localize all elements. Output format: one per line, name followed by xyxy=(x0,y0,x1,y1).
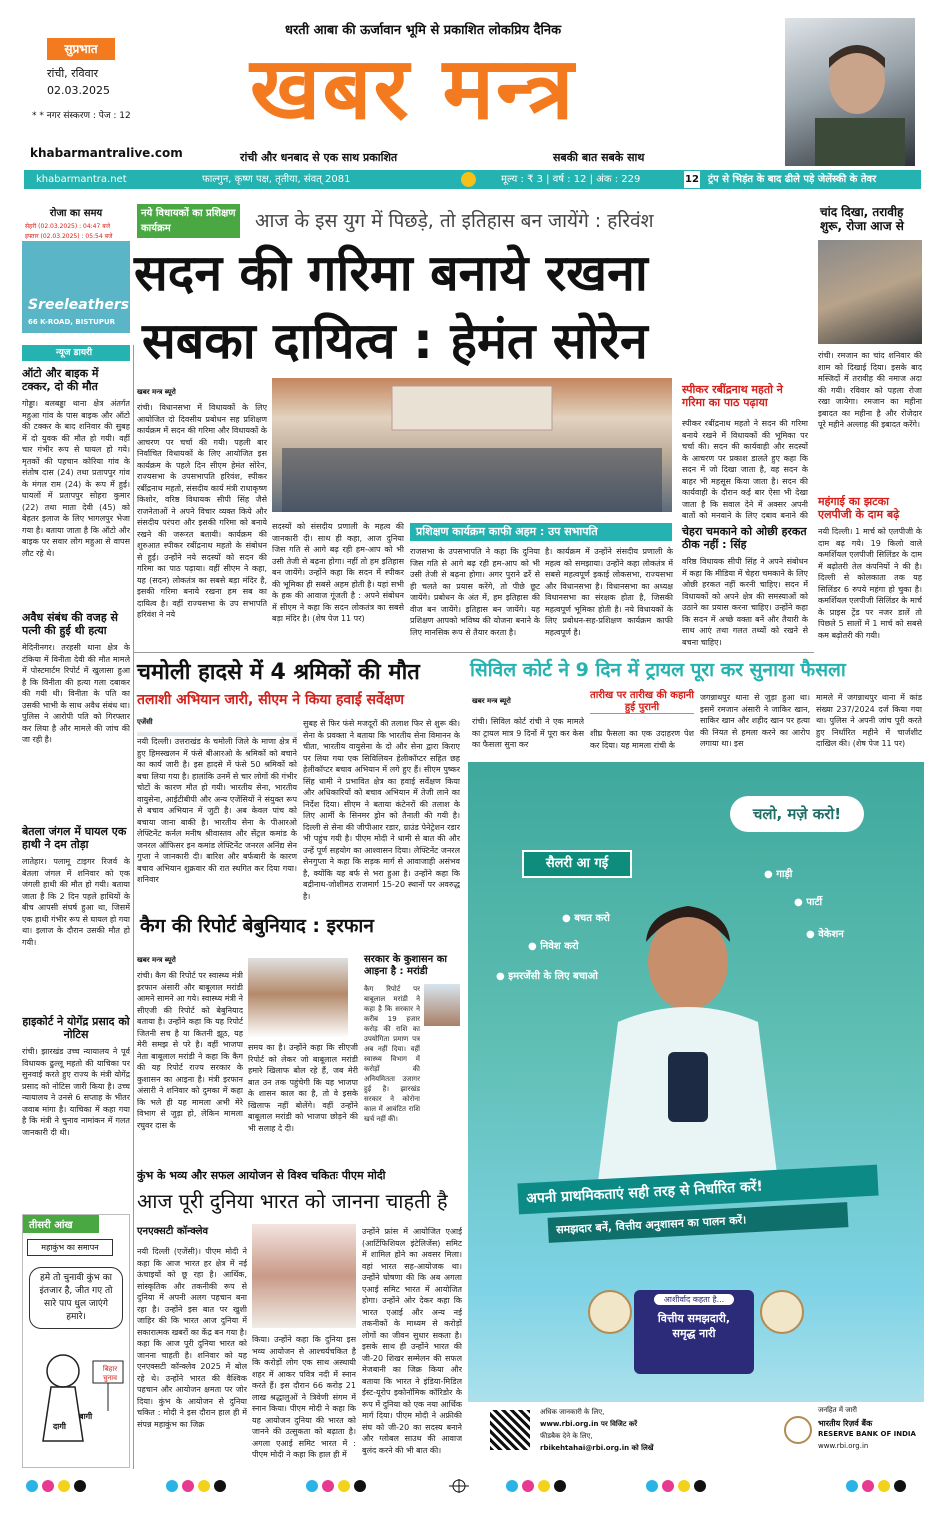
blessing-card xyxy=(634,1290,754,1374)
divider-mid xyxy=(134,652,814,653)
news-diary-label xyxy=(22,345,130,361)
cartoon-label: तीसरी आंख xyxy=(23,1215,99,1233)
lpg-body: नयी दिल्ली। 1 मार्च को एलपीजी के दाम बढ़ गये। 19 किलो वाले कमर्शियल एलपीजी सिलिंडर के दाम में बढ़ोतरी तेल कंपनियों ने की है। दिल्ली से कोलकाता तक यह सिलिंडर 6 रुपये महंगा हो चुका है। कमर्शियल एलपीजी सिलिंडर के मार्च के प्राइस ट्रेंड पर नजर डालें तो पिछले 5 सालों में 1 मार्च को सबसे कम बढ़ोतरी की गयी। xyxy=(818,527,922,640)
cag-headline: कैग की रिपोर्ट बेबुनियाद : इरफान xyxy=(140,915,374,937)
bank-hindi: भारतीय रिज़र्व बैंक xyxy=(818,1419,873,1428)
civil-court-box: तारीख पर तारीख की कहानी हुई पुरानी xyxy=(590,690,694,713)
lpg-headline: महंगाई का झटका एलपीजी के दाम बढ़े xyxy=(818,495,900,521)
civil-court-headline: सिविल कोर्ट ने 9 दिन में ट्रायल पूरा कर सुनाया फैसला xyxy=(470,659,846,681)
teaser-link[interactable]: ट्रंप से भिड़ंत के बाद ढीले पड़े जेलेंस्की के तेवर xyxy=(708,174,877,185)
icon-car: ● गाड़ी xyxy=(764,869,793,880)
invest-label: निवेश करो xyxy=(540,941,579,952)
info-website[interactable]: khabarmantra.net xyxy=(36,174,127,185)
card-line2: समृद्ध नारी xyxy=(672,1327,716,1340)
taraweeh-body: रांची। रमजान का चांद शनिवार की शाम को दिखाई दिया। इसके बाद मस्जिदों में तरावीह की नमाज अदा की गयी। रविवार को पहला रोजा रखा जायेगा। रमजान का महीना इबादत का महीना है और रोजेदार पूरे महीने अल्लाह की इबादत करेंगे। xyxy=(818,351,922,429)
emergency-label: इमरजेंसी के लिए बचाओ xyxy=(508,971,598,982)
cartoon-sign-dagi: दागी xyxy=(53,1422,66,1431)
edition-line: * * नगर संस्करण : पेज : 12 xyxy=(32,111,131,121)
card-small: आशीर्वाद कहता है... xyxy=(654,1294,734,1305)
lamp-icon xyxy=(461,172,476,187)
rbi-logo xyxy=(784,1416,812,1444)
cag-byline: खबर मन्त्र ब्यूरो xyxy=(137,956,176,964)
ad-sticker-top: चलो, मज़े करो! xyxy=(730,796,864,832)
irfan-photo xyxy=(248,958,348,1038)
salary-tag: सैलरी आ गई xyxy=(522,850,632,878)
news-diary-text: न्यूज डायरी xyxy=(56,348,93,358)
city-day: रांची, रविवार xyxy=(47,67,99,80)
cag-col1: रांची। कैग की रिपोर्ट पर स्वास्थ्य मंत्री इरफान अंसारी और बाबूलाल मरांडी आमने सामने आ गये। स्वास्थ्य मंत्री ने सीएजी की रिपोर्ट को बेबुनियाद बताया है। उन्होंने कहा कि यह रिपोर्ट जितनी सच है या कितनी झूठ, यह मेरी समझ से परे है। वहीं भाजपा नेता बाबूलाल मरांडी ने कहा कि कैग की यह रिपोर्ट राज्य सरकार के कुशासन का आइना है। मंत्री इरफान अंसारी ने शनिवार को दुमका में कहा कि भले ही यह मामला अभी मेरे विभाग से जुड़ा हो, लेकिन मामला रघुवर दास के xyxy=(137,971,243,1130)
registration-marks xyxy=(22,1479,922,1493)
teaser-page: 12 xyxy=(684,171,700,188)
vacation-label: वेकेशन xyxy=(818,929,844,940)
edition-badge: सुप्रभात xyxy=(47,38,115,60)
cartoon-sign-bagi: बागी xyxy=(79,1412,93,1421)
modi-col3: उन्होंने फ्रांस में आयोजित एआई (आर्टिफिशियल इंटेलिजेंस) समिट में शामिल होने का अवसर मिला। वहां भारत सह-आयोजक था। उन्होंने घोषणा की कि अब अगला एआई समिट भारत में आयोजित होगा। उन्होंने ओर देकर कहा कि भारत एआई और अन्य नई तकनीकों के माध्यम से करोड़ों लोगों का जीवन सुधार सकता है। इसके साथ ही उन्होंने भारत की जी-20 शिखर सम्मेलन की सफल मेजबानी का जिक्र किया और बताया कि भारत ने इंडिया-मिडिल ईस्ट-यूरोप इकोनॉमिक कॉरिडोर के रूप में दुनिया को एक नया आर्थिक मार्ग दिया। पीएम मोदी ने अफ्रीकी संघ को जी-20 का सदस्य बनाने और ग्लोबल साउथ की आवाज बुलंद करने की भी बात की। xyxy=(362,1227,462,1455)
lead-photo xyxy=(272,378,672,512)
zelensky-photo xyxy=(785,18,915,166)
coin-left xyxy=(588,1290,632,1334)
icon-party: ● पार्टी xyxy=(794,897,823,908)
card-line1: वित्तीय समझदारी, xyxy=(657,1312,731,1325)
info-bar xyxy=(24,170,921,189)
icon-emergency: ● इमरजेंसी के लिए बचाओ xyxy=(496,971,598,982)
bank-english: RESERVE BANK OF INDIA xyxy=(818,1430,916,1438)
masthead-tagline: धरती आबा की ऊर्जावान भूमि से प्रकाशित लोकप्रिय दैनिक xyxy=(285,23,562,38)
modi-col2: किया। उन्होंने कहा कि दुनिया इस भव्य आयोजन से आश्चर्यचकित है कि करोड़ों लोग एक साथ अस्थायी शहर में आकर पवित्र नदी में स्नान करते हैं। इस दौरान 66 करोड़ 21 लाख श्रद्धालुओं ने त्रिवेणी संगम में स्नान किया। पीएम मोदी ने कहा कि यह आयोजन दुनिया की भारत को जानने की उत्सुकता को बढ़ाता है। अगला एआई समिट भारत में : पीएम मोदी ने कहा कि हाल ही में xyxy=(252,1335,356,1459)
chamoli-headline: चमोली हादसे में 4 श्रमिकों की मौत xyxy=(137,660,420,685)
civil-court-col1: रांची। सिविल कोर्ट रांची ने एक मामले का ट्रायल मात्र 9 दिनों में पूरा कर केस का फैसला सुना कर xyxy=(472,717,584,749)
lead-banner: प्रशिक्षण कार्यक्रम काफी अहम : उप सभापति xyxy=(410,523,672,541)
left-h2: अवैध संबंध की वजह से पत्नी की हुई थी हत्या xyxy=(22,611,118,637)
cartoon-speech: हमे तो चुनावी कुंभ का इंतजार है, जीत गए तो सारे पाप धुल जाएंगे हमारे। xyxy=(29,1267,123,1329)
lead-byline: खबर मन्त्र ब्यूरो xyxy=(137,388,176,396)
ad-footer xyxy=(468,1402,924,1468)
slogan: सबकी बात सबके साथ xyxy=(553,151,645,164)
color-registration-strip xyxy=(22,1478,922,1492)
speaker-body: स्पीकर रबींद्रनाथ महतो ने सदन की गरिमा बनाये रखने में विधायकों की भूमिका पर चर्चा की। सदन की कार्यवाही और सदस्यों के आचरण पर प्रकाश डालते हुए कहा कि सदन में जो दिखा जाता है, वह सदन के बाहर भी महसूस किया जाता है। सदन की कार्यवाही के दौरान कई बार ऐसा भी देखा जाता है कि सवाल देने में अक्सर अपनी बातों को मनवाने के लिए दबाव बनाने की xyxy=(682,419,808,520)
car-label: गाड़ी xyxy=(776,869,793,880)
left-h1: ऑटो और बाइक में टक्कर, दो की मौत xyxy=(22,367,99,393)
sub-tagline: रांची और धनबाद से एक साथ प्रकाशित xyxy=(240,151,398,164)
footer-line1: अधिक जानकारी के लिए, xyxy=(540,1408,605,1416)
panchang: फाल्गुन, कृष्ण पक्ष, तृतीया, संवत् 2081 xyxy=(202,174,351,185)
cartoon-box xyxy=(22,1214,130,1468)
cp-singh-headline: चेहरा चमकाने को ओछी हरकत ठीक नहीं : सिंह xyxy=(682,525,807,551)
website-left[interactable]: khabarmantralive.com xyxy=(30,146,183,160)
issued-label: जनहित में जारी xyxy=(818,1406,857,1414)
lead-col4: है। कार्यक्रम में उन्होंने संसदीय प्रणाली के महत्व को समझाया। उन्होंने कहा लोकतंत्र में सबसे महत्वपूर्ण इकाई लोकसभा, राज्यसभा और विधानसभा है। विधानसभा का अध्यक्ष विधानसभा का संरक्षक होता है, जिसकी महत्वपूर्ण भूमिका होती है। नये विधायकों के लिए प्रबोधन-सह-प्रशिक्षण कार्यक्रम काफी महत्वपूर्ण है। xyxy=(545,547,673,637)
cartoon-board: महाकुंभ का समापन xyxy=(27,1239,113,1256)
lead-headline-line2: सबका दायित्व : हेमंत सोरेन xyxy=(142,312,648,370)
left-b3: लातेहार। पलामू टाइगर रिजर्व के बेतला जंगल में शनिवार को एक जंगली हाथी की मौत हो गयी। बताया जाता है कि 2 दिन पहले हाथियों के बीच आपसी संघर्ष हुआ था, जिसमें एक हाथी गंभीर रूप से घायल हो गया था। इलाज के दौरान उसकी मौत हो गयी। xyxy=(22,857,130,947)
cag-side-headline: सरकार के कुशासन का आइना है : मरांडी xyxy=(364,954,447,977)
taraweeh-photo xyxy=(818,240,922,344)
modi-col1: नयी दिल्ली (एजेंसी)। पीएम मोदी ने कहा कि आज भारत हर क्षेत्र में नई ऊंचाइयों को छू रहा है। आर्थिक, सांस्कृतिक और तकनीकी रूप से दुनिया में अपनी अलग पहचान बना रहा है। उन्होंने इस बात पर खुशी जाहिर की कि भारत आज दुनिया में सकारात्मक खबरों का केंद्र बन गया है। कहा कि आज पूरी दुनिया भारत को जानना चाहती है। शनिवार को यह एनएक्सटी कॉन्क्लेव 2025 में बोल रहे थे। उन्होंने भारत की वैश्विक पहचान और आयोजन क्षमता पर जोर दिया। कुंभ के आयोजन से दुनिया चकित : मोदी ने इस दौरान हाल ही में संपन्न महाकुंभ का जिक्र xyxy=(137,1247,247,1429)
footer-line3: फीडबैक देने के लिए, xyxy=(540,1432,593,1440)
lead-col3: राजसभा के उपसभापति ने कहा कि दुनिया जिस गति से आगे बढ़ रही हम-आप को भी उसी तेजी से बढ़ना होगा। अगर पुराने ढर्रे से ही चलते का प्रयास करेंगे, तो पीछे छूट जायेंगे। प्रबोधन के अंत में, हम इतिहास की वीज बन जायेंगे। इतिहास बन जायेंगे। यह प्रशिक्षण आपको भविष्य की योजना बनाने के लिए मानसिक रूप से तैयार करता है। xyxy=(410,547,540,637)
chamoli-col2: सुबह से फिर फंसे मजदूरों की तलाश फिर से शुरू की। सेना के प्रवक्ता ने बताया कि भारतीय सेना विमानन के चीता, भारतीय वायुसेना के दो और सेना द्वारा किराए पर लिया गया एक सिविलियन हेलीकॉप्टर सहित छह हेलीकॉप्टर बचाव अभियान में लगे हुए हैं। सीएम पुष्कर सिंह धामी ने प्रभावित क्षेत्र का हवाई सर्वेक्षण किया और अधिकारियों को बचाव अभियान में तेजी लाने का निर्देश दिया। सीएम ने बताया कंटेनरों की तलाश के लिए आर्मी के सिनमर ड्रोन को तैनाती की गयी है। दिल्ली से सेना की जीपीआर रडार, ग्राउंड पेनेट्रेशन रडार भी पहुंच गयी है। पीएम मोदी ने धामी से बात की और उन्हें पूर्ण सहयोग का आश्वासन दिया। लेफ्टिनेंट जनरल सेनगुप्ता ने कहा कि सड़क मार्ग से आवाजाही असंभव है, क्योंकि यह बर्फ से भरा हुआ है। उन्होंने कहा कि बद्रीनाथ-जोशीमठ राजमार्ग 15-20 स्थानों पर अवरुद्ध है। xyxy=(303,719,460,901)
cartoon-sign-bihar: बिहार चुनाव xyxy=(102,1365,118,1382)
divider-left xyxy=(133,345,134,1469)
roza-title: रोजा का समय xyxy=(22,205,130,221)
speaker-headline: स्पीकर रबींद्रनाथ महतो ने गरिमा का पाठ पढ़ाया xyxy=(682,383,783,409)
lead-headline-line1: सदन की गरिमा बनाये रखना xyxy=(134,244,648,302)
portrait-illustration xyxy=(785,18,915,166)
price-line: मूल्य : ₹ 3 | वर्ष : 12 | अंक : 229 xyxy=(501,174,641,185)
nurse-illustration xyxy=(578,882,798,1182)
roza-ad[interactable] xyxy=(22,205,130,333)
footer-line2[interactable]: www.rbi.org.in पर विजिट करें xyxy=(540,1420,638,1428)
civil-court-col3: जगन्नाथपुर थाना से जुड़ा हुआ था। इसमें रमजान अंसारी ने जाकिर खान, साकिर खान और शहीद खान पर हत्या की नियत से हमला करने का आरोप लगाया था। इस xyxy=(700,693,810,748)
modi-kicker: कुंभ के भव्य और सफल आयोजन से विश्व चकितः पीएम मोदी xyxy=(137,1169,386,1182)
rbi-ad[interactable] xyxy=(468,762,924,1468)
ad-banner-2: समझदार बनें, वित्तीय अनुशासन का पालन करें। xyxy=(548,1202,849,1243)
icon-invest: ● निवेश करो xyxy=(528,941,579,952)
save-label: बचत करो xyxy=(574,913,610,924)
civil-court-byline: खबर मन्त्र ब्यूरो xyxy=(472,697,511,705)
sehri-time: सेहरी (02.03.2025) : 04:47 बजे xyxy=(22,221,130,231)
footer-line4[interactable]: rbikehtahai@rbi.org.in को लिखें xyxy=(540,1444,654,1452)
qr-code[interactable] xyxy=(490,1410,530,1450)
ad-address: 66 K-ROAD, BISTUPUR xyxy=(28,318,116,326)
group-photo-illustration xyxy=(272,378,672,512)
issue-date: 02.03.2025 xyxy=(47,84,110,97)
marandi-photo xyxy=(424,984,460,1026)
taraweeh-headline: चांद दिखा, तरावीह शुरू, रोजा आज से xyxy=(820,205,904,233)
masthead xyxy=(0,0,945,168)
icon-vacation: ● वेकेशन xyxy=(806,929,844,940)
cartoon-figure xyxy=(23,1341,129,1469)
chamoli-col1: नयी दिल्ली। उत्तराखंड के चमोली जिले के माणा क्षेत्र में हुए हिमस्खलन में फंसे बीआरओ के श्रमिकों को बचाने का कार्य जारी है। इस हादसे में फंसे 50 श्रमिकों को बचा लिया गया है। हालांकि उनमें से चार लोगों की गंभीर चोटों के कारण मौत हो गयी। भारतीय सेना, भारतीय वायुसेना, आईटीबीपी और अन्य एजेंसियों ने संयुक्त रूप से बचाव अभियान में जुटी है। अब केवल पांच को बचाया जाना बाकी है। भारतीय सेना के पीआरओ लेफ्टिनेंट कर्नल मनीष श्रीवास्तव और सेंट्रल कमांड के जनरल ऑफिसर इन कमांड लेफ्टिनेंट जनरल अनिंद्य सेन गुप्ता ने जानकारी दी। बारिश और बर्फबारी के कारण बचाव अभियान शुक्रवार की रात स्थगित कर दिया गया। शनिवार xyxy=(137,736,297,906)
modi-photo xyxy=(252,1224,356,1328)
left-b4: रांची। झारखंड उच्च न्यायालय ने पूर्व विधायक ढुल्लू महतो की याचिका पर सुनवाई करते हुए राज्य के मंत्री योगेंद्र प्रसाद को नोटिस जारी किया है। उच्च न्यायालय ने उनसे 6 सप्ताह के भीतर जवाब मांगा है। याचिका में कहा गया है कि मंत्री ने चुनाव नामांकन में गलत जानकारी दी थी। xyxy=(22,1047,130,1137)
left-h3: बेतला जंगल में घायल एक हाथी ने दम तोड़ा xyxy=(22,825,127,851)
lead-kicker: नये विधायकों का प्रशिक्षण कार्यक्रम xyxy=(137,204,240,238)
cag-side-body: कैग रिपोर्ट पर बाबूलाल मरांडी ने कहा है कि सरकार ने करीब 19 हजार करोड़ की राशि का उपयोगिता प्रमाण पत्र अब नहीं दिया। वहीं स्वास्थ्य विभाग में करोड़ों की अनियमितता उजागर हुई है। झारखंड सरकार ने कोरोना काल में आवंटित राशि खर्च नहीं की। xyxy=(364,985,420,1123)
modi-event: एनएक्सटी कॉन्क्लेव xyxy=(137,1226,209,1237)
left-b1: गोड्डा। बलबड्डा थाना क्षेत्र अंतर्गत महुआ गांव के पास बाइक और ऑटो की टक्कर के बाद शनिवार की सुबह में दो युवक की मौत हो गयी। वहीं चार गंभीर रूप से घायल हो गये। मृतकों की पहचान कोरिया गांव के संतोष दास (24) तथा प्रतापपुर गांव के मंगल राम (24) के रूप में हुई। घायलों में प्रतापपुर सोहरा कुमार (22) तथा माता देवी (45) को बेहतर इलाज के लिए भागलपुर भेजा गया है। बताया जाता है कि ऑटो और बाइक पर सवार लोग महुआ से वापस लौट रहे थे। xyxy=(22,399,130,558)
modi-headline: आज पूरी दुनिया भारत को जानना चाहती है xyxy=(137,1189,448,1213)
icon-save: ● बचत करो xyxy=(562,913,610,924)
ad-brand: Sreeleathers xyxy=(28,297,130,313)
coin-right xyxy=(760,1290,804,1334)
ad-banner-1: अपनी प्राथमिकताएं सही तरह से निर्धारित करें! xyxy=(517,1165,878,1215)
chamoli-byline: एजेंसी xyxy=(137,718,153,726)
left-h4: हाइकोर्ट ने योगेंद्र प्रसाद को नोटिस xyxy=(22,1015,130,1041)
bank-web[interactable]: www.rbi.org.in xyxy=(818,1442,869,1450)
chamoli-sub: तलाशी अभियान जारी, सीएम ने किया हवाई सर्वेक्षण xyxy=(137,692,404,708)
left-b2: मेदिनीनगर। तरहसी थाना क्षेत्र के टंकिया में विनीता देवी की मौत मामले में पोस्टमार्टम रिपोर्ट में खुलासा हुआ है कि विनीता की हत्या गला दबाकर की गयी थी। विनीता के पति का उसकी भाभी के साथ अवैध संबंध था। पुलिस ने आरोपी पति को गिरफ्तार कर लिया है और मामले की जांच की जा रही है। xyxy=(22,643,130,744)
civil-court-col2: शीघ्र फैसला का एक उदाहरण पेश कर दिया। यह मामला रांची के xyxy=(590,729,694,750)
cag-col2: समय का है। उन्होंने कहा कि सीएजी रिपोर्ट को लेकर जो बाबूलाल मरांडी हमारे खिलाफ बोल रहे हैं, जब मेरी बात उन तक पहुंचेगी कि यह भाजपा के शासन काल का है, तो वे इसके खिलाफ नहीं बोलेंगे। वहीं उन्होंने बाबूलाल मरांडी को भाजपा छोड़ने की भी सलाह दे दी। xyxy=(248,1043,358,1133)
lead-strap: आज के इस युग में पिछड़े, तो इतिहास बन जायेंगे : हरिवंश xyxy=(255,210,654,232)
lead-col1: रांची। विधानसभा में विधायकों के लिए आयोजित दो दिवसीय प्रबोधन सह प्रशिक्षण कार्यक्रम में सदन की गरिमा और विधायकों के आचरण पर चर्चा की गयी। पहली बार निर्वाचित विधायकों के लिए आयोजित इस कार्यक्रम के पहले दिन सीएम हेमंत सोरेन, राज्यसभा के उपसभापति हरिवंश, स्पीकर रबींद्रनाथ महतो, संसदीय कार्य मंत्री राधाकृष्ण किशोर, वरिष्ठ विधायक सीपी सिंह जैसे राजनेताओं ने अपने विचार व्यक्त किये और संसदीय परंपरा और इसकी गरिमा को बनाये रखने की जरूरत बतायी। कार्यक्रम की शुरुआत स्पीकर रबींद्रनाथ महतो के संबोधन से हुई। उन्होंने नये सदस्यों को सदन की गरिमा का पाठ पढ़ाया। वहीं सीएम ने कहा, यह (सदन) लोकतंत्र का सबसे बड़ा मंदिर है, इसकी गरिमा बनाये रखना हम सब का दायित्व है। वहीं राज्यसभा के उप सभापति हरिवंश ने नये xyxy=(137,403,267,619)
masthead-title: खबर मन्त्र xyxy=(250,39,576,139)
party-label: पार्टी xyxy=(806,897,823,908)
lead-col2: सदस्यों को संसदीय प्रणाली के महत्व की जानकारी दी। साथ ही कहा, आज दुनिया जिस गति से आगे बढ़ रही हम-आप को भी उसी तेजी से बढ़ना होगा। नहीं तो हम इतिहास बन जायेंगे। उन्होंने कहा कि सदन में स्पीकर की भूमिका ही सबसे अहम होती है। यहां सभी के हक की आवाज गूंजती है : अपने संबोधन में सीएम ने कहा कि सदन लोकतंत्र का सबसे बड़ा मंदिर है। (शेष पेज 11 पर) xyxy=(272,522,404,623)
iftar-time: इफ्तार (02.03.2025) : 05:54 बजे xyxy=(22,231,130,241)
civil-court-col4: मामले में जगन्नाथपुर थाना में कांड संख्या 237/2024 दर्ज किया गया था। पुलिस ने अपनी जांच पूरी करते हुए निर्धारित महीने में चार्जशीट दाखिल की। (शेष पेज 11 पर) xyxy=(816,693,922,748)
cp-singh-body: वरिष्ठ विधायक सीपी सिंह ने अपने संबोधन में कहा कि मीडिया में चेहरा चमकाने के लिए ओछी हरकत नहीं करनी चाहिए। सदन में विधायकों को अपने क्षेत्र की समस्याओं को उठाने का प्रयास करना चाहिए। उन्होंने कहा कि सदन में अच्छे वक्ता बनें और तैयारी के साथ आएं तथा गलत तथ्यों को रखने से बचना चाहिए। xyxy=(682,557,808,646)
